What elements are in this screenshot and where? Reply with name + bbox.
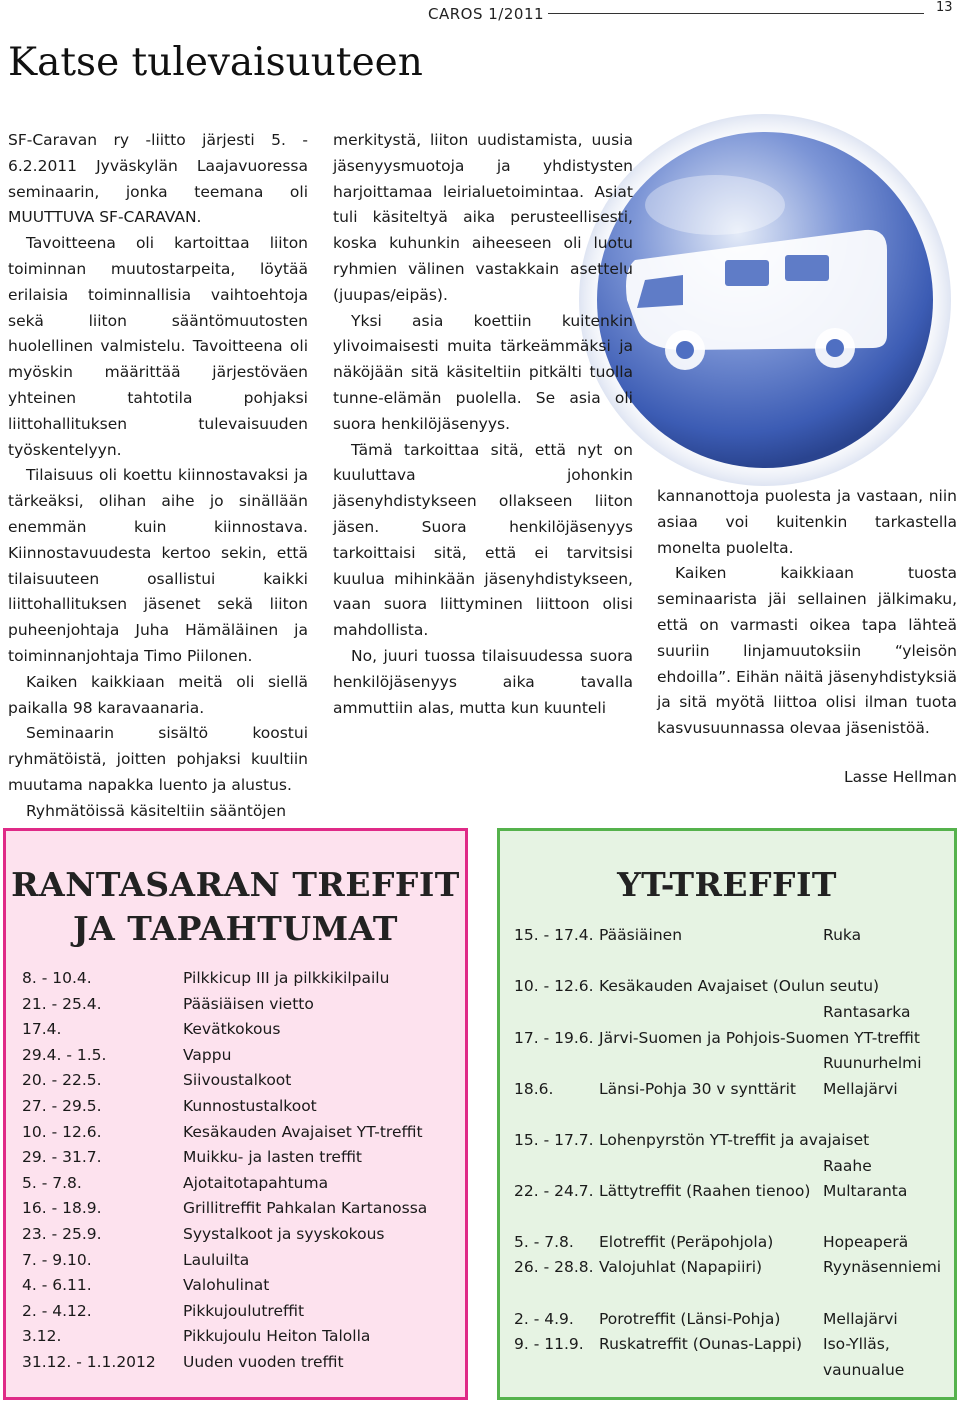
paragraph: Yksi asia koettiin kuitenkin ylivoimaisesti muita tärkeämmäksi ja näköjään sitä käsiteltiin pitkälti tuolla tunne-elämän puolella. Se asia oli suora henkilöjäsenyys.	[333, 311, 633, 433]
event-name: Ajotaitotapahtuma	[183, 1173, 329, 1192]
rantasara-title-line1: RANTASARAN TREFFIT	[11, 865, 460, 904]
article-author: Lasse Hellman	[844, 768, 957, 786]
event-name: Järvi-Suomen ja Pohjois-Suomen YT-treffit	[599, 1029, 920, 1047]
event-place: Rantasarka	[823, 1003, 911, 1021]
event-date: 31.12. - 1.1.2012	[22, 1353, 156, 1371]
event-date: 10. - 12.6.	[514, 977, 594, 995]
event-name: Ruskatreffit (Ounas-Lappi)	[599, 1335, 803, 1353]
paragraph: No, juuri tuossa tilaisuudessa suora henkilöjäsenyys aika tavalla ammuttiin alas, mutta kun kuunteli	[333, 646, 633, 717]
event-name: Uuden vuoden treffit	[183, 1353, 344, 1371]
event-date: 2. - 4.12.	[22, 1301, 92, 1320]
event-name: Valohulinat	[183, 1276, 270, 1295]
event-name: Pääsiäisen vietto	[183, 994, 314, 1013]
event-name: Elotreffit (Peräpohjola)	[599, 1233, 774, 1251]
event-date: 17. - 19.6.	[514, 1029, 594, 1047]
event-name: Lauluilta	[183, 1250, 250, 1269]
event-date: 29.4. - 1.5.	[22, 1045, 107, 1064]
paragraph: merkitystä, liiton uudistamista, uusia jäsenyysmuotoja ja yhdistysten harjoittamaa leirialuetoimintaa. Asiat tuli käsiteltyä aika perusteellisesti, koska kuhunkin aiheeseen oli luotu ryhmien välinen vastakkain asettelu (juupas/eipäs).	[333, 131, 633, 304]
event-name: Kesäkauden Avajaiset YT-treffit	[183, 1122, 423, 1141]
rantasara-title-line2: JA TAPAHTUMAT	[73, 909, 398, 948]
rantasara-events-box	[3, 828, 468, 1400]
event-name: Pikkujoulu Heiton Talolla	[183, 1327, 371, 1346]
event-date: 20. - 22.5.	[22, 1071, 102, 1090]
yt-events-box	[497, 828, 957, 1400]
event-date: 23. - 25.9.	[22, 1225, 102, 1243]
event-date: 29. - 31.7.	[22, 1148, 102, 1167]
event-date: 22. - 24.7.	[514, 1182, 594, 1200]
event-date: 3.12.	[22, 1327, 62, 1346]
event-date: 9. - 11.9.	[514, 1335, 584, 1353]
event-name: Pilkkicup III ja pilkkikilpailu	[183, 969, 390, 987]
event-name: Porotreffit (Länsi-Pohja)	[599, 1310, 781, 1328]
event-place: Mellajärvi	[823, 1080, 898, 1098]
event-date: 15. - 17.7.	[514, 1131, 594, 1149]
event-name: Grillitreffit Pahkalan Kartanossa	[183, 1199, 428, 1218]
rantasara-title	[6, 863, 465, 951]
event-name: Kevätkokous	[183, 1020, 281, 1039]
paragraph: SF-Caravan ry -liitto järjesti 5. - 6.2.2011 Jyväskylän Laajavuoressa seminaarin, jonka teemana oli MUUTTUVA SF-CARAVAN.	[8, 131, 308, 227]
event-place: Ryynäsenniemi	[823, 1258, 942, 1276]
event-date: 26. - 28.8.	[514, 1258, 594, 1276]
event-place: Ruka	[823, 926, 862, 944]
event-date: 7. - 9.10.	[22, 1250, 92, 1269]
paragraph: Ryhmätöissä käsiteltiin sääntöjen	[26, 801, 287, 820]
event-name: Lättytreffit (Raahen tienoo)	[599, 1182, 811, 1200]
paragraph: Kaiken kaikkiaan tuosta seminaarista jäi sellainen jälkimaku, että on varmasti oikea tapa lähteä suuriin linjamuutoksiin “yleisön ehdoilla”. Eihän näitä jäsenyhdistyksiä ja sitä myötä liittoa olisi ilman tuota kasvusuunnassa olevaa jäsenistöä.	[657, 564, 957, 738]
article-title: Katse tulevaisuuteen	[8, 40, 423, 85]
event-place: Multaranta	[823, 1182, 908, 1200]
event-name: Länsi-Pohja 30 v synttärit	[599, 1080, 796, 1098]
event-name: Kunnostustalkoot	[183, 1097, 317, 1115]
paragraph: Kaiken kaikkiaan meitä oli siellä paikalla 98 karavaanaria.	[8, 672, 308, 717]
event-name: Pääsiäinen	[599, 926, 683, 944]
event-date: 27. - 29.5.	[22, 1097, 102, 1115]
event-date: 10. - 12.6.	[22, 1122, 102, 1141]
header-rule	[548, 13, 924, 14]
paragraph: Tavoitteena oli kartoittaa liiton toiminnan muutostarpeita, löytää erilaisia toiminnallisia vaihtoehtoja sekä liiton sääntömuutosten huolellinen valmistelu. Tavoitteena oli myöskin määrittää järjestöväen yhteinen tahtotila pohjaksi liittohallituksen tulevaisuuden työskentelyyn.	[8, 234, 308, 459]
event-place: Hopeaperä	[823, 1233, 909, 1251]
event-date: 16. - 18.9.	[22, 1199, 102, 1218]
event-date: 4. - 6.11.	[22, 1276, 92, 1295]
event-name: Lohenpyrstön YT-treffit ja avajaiset	[599, 1131, 870, 1149]
magazine-issue: CAROS 1/2011	[428, 5, 545, 23]
event-date: 21. - 25.4.	[22, 994, 102, 1013]
event-place: Iso-Ylläs, vaunualue	[823, 1335, 905, 1379]
event-name: Muikku- ja lasten treffit	[183, 1148, 363, 1167]
event-name: Vappu	[183, 1045, 232, 1064]
article-column-3	[657, 484, 957, 742]
event-date: 17.4.	[22, 1020, 62, 1039]
event-date: 8. - 10.4.	[22, 969, 92, 987]
paragraph: Tämä tarkoittaa sitä, että nyt on kuuluttava johonkin jäsenyhdistykseen ollakseen liiton jäsen. Suora henkilöjäsenyys tarkoittaisi sitä, että ei tarvitsisi kuulua mihinkään jäsenyhdistykseen, vaan suora liittyminen liittoon olisi mahdollista.	[333, 440, 633, 640]
yt-title: YT-TREFFIT	[617, 865, 837, 904]
event-name: Siivoustalkoot	[183, 1071, 292, 1090]
event-name: Kesäkauden Avajaiset (Oulun seutu)	[599, 977, 880, 995]
paragraph: Seminaarin sisältö koostui ryhmätöistä, joitten pohjaksi kuultiin muutama napakka luento ja alustus.	[8, 724, 308, 794]
paragraph: Tilaisuus oli koettu kiinnostavaksi ja tärkeäksi, olihan aihe jo sinällään enemmän kuin kiinnostava. Kiinnostavuudesta kertoo sekin, että tilaisuuteen osallistui kaikki liittohallituksen jäsenet sekä liiton puheenjohtaja Juha Hämäläinen ja toiminnanjohtaja Timo Piilonen.	[8, 466, 308, 665]
event-date: 5. - 7.8.	[22, 1173, 82, 1192]
event-place: Raahe	[823, 1157, 872, 1175]
event-name: Pikkujoulutreffit	[183, 1301, 305, 1320]
event-date: 18.6.	[514, 1080, 554, 1098]
event-date: 15. - 17.4.	[514, 926, 594, 944]
page-number: 13	[936, 0, 953, 15]
event-name: Syystalkoot ja syyskokous	[183, 1225, 385, 1243]
event-place: Mellajärvi	[823, 1310, 898, 1328]
event-date: 5. - 7.8.	[514, 1233, 574, 1251]
event-date: 2. - 4.9.	[514, 1310, 574, 1328]
paragraph: kannanottoja puolesta ja vastaan, niin asiaa voi kuitenkin tarkastella monelta puolelta.	[657, 487, 957, 557]
event-name: Valojuhlat (Napapiiri)	[599, 1258, 763, 1276]
article-column-2	[333, 128, 633, 721]
article-column-1	[8, 128, 308, 825]
event-place: Ruunurhelmi	[823, 1054, 922, 1072]
